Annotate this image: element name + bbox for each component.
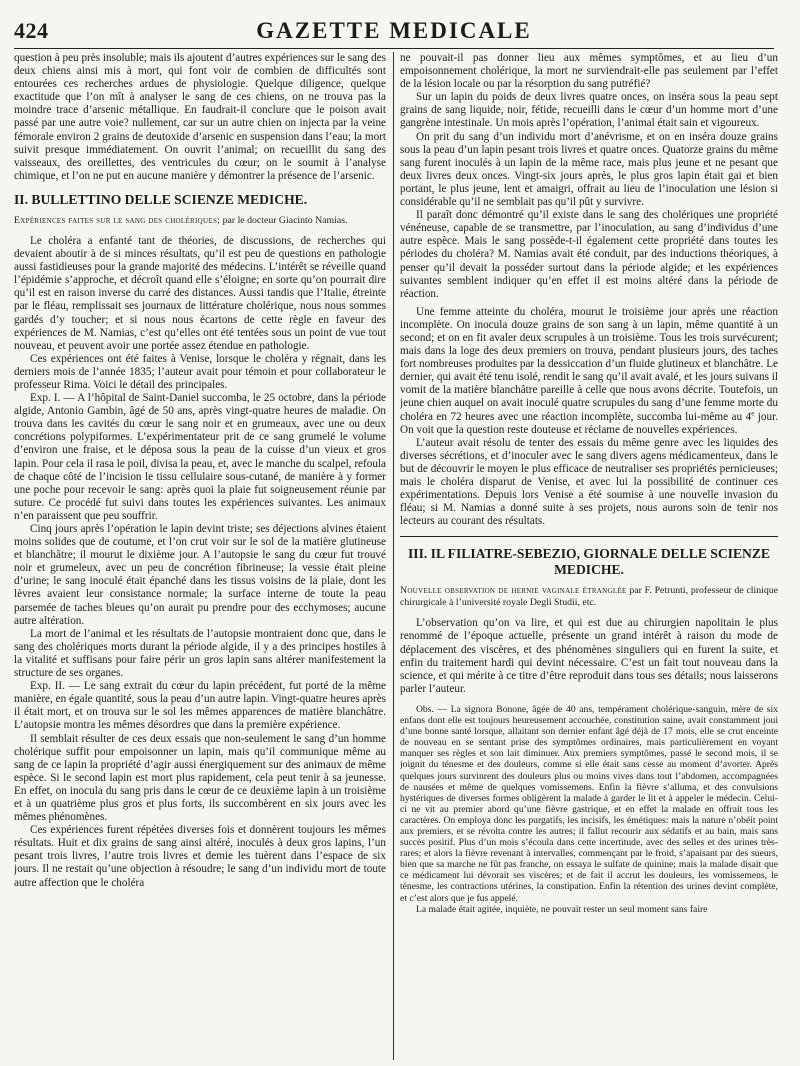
paragraph: question à peu près insoluble; mais ils ajoutent d’autres expériences sur le sang des deux chiens ainsi mis à mort, qui font voir de combien de difficultés sont entourées ces recherches ardues de physiologie. Quelque diligence, quelque exactitude que l’on mît à analyser le sang de ces chiens, on ne trouva pas la moindre trace d’arsenic métallique. En faudrait-il conclure que le poison avait passé par une autre voie? nullement, car sur un autre chien on injecta par la veine fémorale environ 2 grains de deutoxide d’arsenic en suspension dans l’eau; la mort suivit presque immédiatement. On ouvrit l’animal; on recueillit du sang des vaisseaux, des oreillettes, des ventricules du cœur; on le soumit à l’analyse chimique, et l’on ne put en aucune manière y démontrer la présence de l’arsenic. xyxy=(14,52,386,182)
article-subtitle xyxy=(14,215,386,227)
page-header xyxy=(14,8,774,49)
paragraph: Ces expériences furent répétées diverses fois et donnèrent toujours les mêmes résultats. Huit et dix grains de sang ainsi altéré, inoculés à deux gros lapins, l’un pesant trois livres, l’autre trois livres et demie les tuèrent dans l’espace de six jours. Il ne restait qu’une objection à résoudre; le sang d’un individu mort de toute autre affection que le choléra xyxy=(14,824,386,889)
subtitle-author: par F. Petrunti, professeur de clinique chirurgicale à l’université royale Degli Studii, etc. xyxy=(400,585,778,609)
right-column xyxy=(400,52,778,1060)
section-heading-iii: III. IL FILIATRE-SEBEZIO, GIORNALE DELLE SCIENZE MEDICHE. xyxy=(408,546,770,578)
paragraph: On prit du sang d’un individu mort d’anévrisme, et on en inséra douze grains sous la peau d’un lapin pesant trois livres et quatre onces. Quatorze grains du même sang furent inoculés à un lapin de la même race, mais plus jeune et ne pesant que deux livres deux onces. Vingt-six jours après, le plus gros lapin était gai et bien portant, le plus jeune, lent et amaigri, offrait au lieu de l’inoculation une lésion si considérable qu’il ne semblait pas qu’il pût y survivre. xyxy=(400,130,778,209)
subtitle-title: Expériences faites sur le sang des cholériques; xyxy=(14,214,221,226)
left-column xyxy=(14,52,386,1060)
section-divider xyxy=(400,536,778,537)
page-number: 424 xyxy=(14,18,49,43)
subtitle-title: Nouvelle observation de hernie vaginale étranglée xyxy=(400,585,627,597)
article-subtitle xyxy=(400,585,778,609)
paragraph: L’auteur avait résolu de tenter des essais du même genre avec les liquides des diverses sécrétions, et d’inoculer avec le sang divers agens médicamenteux, dans le but de découvrir le moyen le plus efficace de neutraliser ses propriétés pernicieuses; mais le choléra disparut de Venise, et avec lui la possibilité de continuer ces expérimentations. Depuis lors Venise a été soumise à une nouvelle invasion du fléau; si M. Namias a donné suite à ses projets, nous aurons soin de tenir nos lecteurs au courant des résultats. xyxy=(400,436,778,528)
paragraph-text: Une femme atteinte du choléra, mourut le troisième jour après une réaction incomplète. On inocula douze grains de son sang à un lapin, même quantité à un second; et on en fit avaler deux scrupules à un troisième. Tous les trois survécurent; mais dans la loge des deux premiers on trouva, pendant plusieurs jours, des taches fort nombreuses produites par la dessiccation d’un fluide glutineux et blanchâtre. Le dernier, qui avait été tenu isolé, rendit le sang qu’il avait avalé, et les jours suivans il vomit de la matière blanchâtre pareille à celle que nous avons décrite. Toutefois, un jeune chien auquel on avait inoculé quatre scrupules du sang d’une femme morte du choléra en 72 heures avec une réaction incomplète, succomba lui-même au 4 xyxy=(400,305,778,423)
paragraph: L’observation qu’on va lire, et qui est due au chirurgien napolitain le plus renommé de l’époque actuelle, présente un grand intérêt à raison du mode de déplacement des viscères, et des phénomènes singuliers qui en furent la suite, et enfin du traitement hardi qui devint nécessaire. C’est un fait tout nouveau dans la science, et qui mérite à ce titre d’être reproduit dans tous ses détails; nous laisserons parler l’auteur. xyxy=(400,617,778,695)
case-report-paragraph: Obs. — La signora Bonone, âgée de 40 ans, tempérament cholérique-sanguin, mère de six enfans dont elle est toujours heureusement accouchée, constitution saine, avait constamment joui d’une bonne santé lorsque, allaitant son dernier enfant âgé déjà de 17 mois, elle se crut enceinte de nouveau en se sentant prise des symptômes ordinaires, mais particulièrement en voyant manquer ses règles et son lait diminuer. Aux premiers symptômes, passé le second mois, il se joignit du ténesme et des douleurs, comme si elle était sans cesse au moment d’avorter. Après quelques jours survinrent des douleurs plus ou moins vives dans tout l’abdomen, accompagnées de nausées et même de quelques vomissemens. Enfin la fièvre s’alluma, et des convulsions hystériques de diverses formes obligèrent la malade à garder le lit et à appeler le médecin. Celui-ci ne vit au premier abord qu’une fièvre gastrique, et en effet la malade en offrait tous les caractères. On employa donc les purgatifs, les incisifs, les émétiques: mais la nature n’obéit point aux premiers, et se révolta contre les autres; il fallut recourir aux sédatifs et au bain, mais sans succès positif. Plus d’un mois s’écoula dans cette incertitude, avec des selles et des urines très-rares; et alors la fièvre revenant à intervalles, commençant par le froid, s’apaisant par des sueurs, bien que sa marche ne fût pas franche, on essaya le sulfate de quinine; mais la malade disait que ce médicament lui dévorait ses viscères; et de fait il accrut les douleurs, les vomissemens, le ténesme, les contractions utérines, la constipation. Enfin la rétention des urines devint complète, et c’est alors que je fus appelé. xyxy=(400,703,778,904)
article-columns xyxy=(14,52,778,1060)
superscript: e xyxy=(751,408,755,417)
paragraph xyxy=(400,306,778,437)
journal-title: GAZETTE MEDICALE xyxy=(256,18,532,43)
paragraph: Il semblait résulter de ces deux essais que non-seulement le sang d’un homme cholérique suffit pour empoisonner un lapin, mais qu’il communique même au sang de ce lapin la propriété d’agir aussi énergiquement sur des animaux de même espèce. Si le second lapin est mort plus rapidement, cela peut tenir à sa jeunesse. En effet, on inocula du sang pris dans le cœur de ce deuxième lapin à un troisième et à un quatrième plus gros et plus forts, ils succombèrent en six jours avec les mêmes phénomènes. xyxy=(14,732,386,824)
section-heading-ii: II. BULLETTINO DELLE SCIENZE MEDICHE. xyxy=(14,191,308,207)
paragraph: Le choléra a enfanté tant de théories, de discussions, de recherches qui devaient aboutir à de si minces résultats, qu’il est peu de questions en pathologie aussi fastidieuses pour la grande majorité des médecins. L’intérêt se réveille quand l’épidémie s’approche, et décroît quand elle s’éloigne; en sorte qu’on pourrait dire qu’il est en raison inverse du carré des distances. Aussi tandis que l’Italie, étreinte par le fléau, remplissait ses journaux de littérature cholérique, nous nous sommes gardés d’y toucher; et si nous nous écartons de cette règle en faveur des expériences de M. Namias, c’est qu’elles ont été tentées sous un point de vue tout nouveau, et peuvent avoir une portée assez étendue en pathologie. xyxy=(14,234,386,352)
paragraph-text-end: jour. On voit que la question reste douteuse et réclame de nouvelles expériences. xyxy=(400,410,778,436)
paragraph: Sur un lapin du poids de deux livres quatre onces, on inséra sous la peau sept grains de sang liquide, noir, fétide, recueilli dans le cœur d’un homme mort d’une gangrène intestinale. Un mois après l’opération, l’animal était sain et vigoureux. xyxy=(400,91,778,130)
paragraph: Exp. I. — A l’hôpital de Saint-Daniel succomba, le 25 octobre, dans la période algide, Antonio Gambin, âgé de 50 ans, après vingt-quatre heures de maladie. On trouva dans les cavités du cœur le sang noir et en grumeaux, avec une ou deux concrétions polypiformes. L’expérimentateur prit de ce sang grumelé le volume d’environ une fraise, et le déposa sous la peau de la cuisse d’un vieux et gros lapin. Pour cela il rasa le poil, divisa la peau, et, avec le manche du scalpel, refoula de chaque côté de l’incision le tissu cellulaire sous-cutané, de manière à y former une poche pour recevoir le sang: après quoi la plaie fut soigneusement réunie par suture. Ce procédé fut suivi dans toutes les expériences suivantes. Les animaux n’en paraissent que peu souffrir. xyxy=(14,392,386,522)
paragraph: Il paraît donc démontré qu’il existe dans le sang des cholériques une propriété vénéneuse, capable de se transmettre, par l’inoculation, au sang d’individus d’une autre espèce. Mais le sang possède-t-il également cette propriété dans toutes les périodes du choléra? M. Namias avait été conduit, par des inductions théoriques, à penser qu’il devait la posséder surtout dans la période algide; et les expériences suivantes semblent indiquer qu’en effet il est moins altéré dans la période de réaction. xyxy=(400,209,778,300)
paragraph: ne pouvait-il pas donner lieu aux mêmes symptômes, et au lieu d’un empoisonnement cholérique, la mort ne surviendrait-elle pas seulement par l’effet de la lésion locale ou par la résorption du sang putréfié? xyxy=(400,52,778,91)
paragraph: La mort de l’animal et les résultats de l’autopsie montraient donc que, dans le sang des cholériques morts durant la période algide, il y a des principes hostiles à la vitalité et suffisans pour faire périr un gros lapin sans altérer manifestement la structure de ses organes. xyxy=(14,627,386,680)
paragraph: Exp. II. — Le sang extrait du cœur du lapin précédent, fut porté de la même manière, en égale quantité, sous la peau d’un autre lapin. Vingt-quatre heures après il était mort, et on trouva sur le sol les mêmes apparences de matière blanchâtre. L’autopsie montra les mêmes désordres que dans la première expérience. xyxy=(14,680,386,732)
paragraph: Cinq jours après l’opération le lapin devint triste; ses déjections alvines étaient moins solides que de coutume, et l’on crut voir sur le sol de la matière glutineuse et blanchâtre; il mourut le dixième jour. A l’autopsie le sang du cœur fut trouvé noir et grumeleux, avec un peu de concrétion fibrineuse; la vessie était pleine d’urine; le sang inoculé était épanché dans les tissus voisins de la plaie, dont les lèvres avaient leur consistance normale; la surface interne de toute la peau parsemée de taches bleues qu’on aurait pu prendre pour des ecchymoses; aucune autre altération. xyxy=(14,523,386,627)
subtitle-author: par le docteur Giacinto Namias. xyxy=(222,214,348,226)
column-divider xyxy=(393,52,394,1060)
paragraph: Ces expériences ont été faites à Venise, lorsque le choléra y régnait, dans les derniers mois de l’année 1835; l’auteur avait pour témoin et pour collaborateur le professeur Rima. Voici le détail des principales. xyxy=(14,352,386,391)
case-report-paragraph: La malade était agitée, inquiète, ne pouvait rester un seul moment sans faire xyxy=(416,903,708,915)
